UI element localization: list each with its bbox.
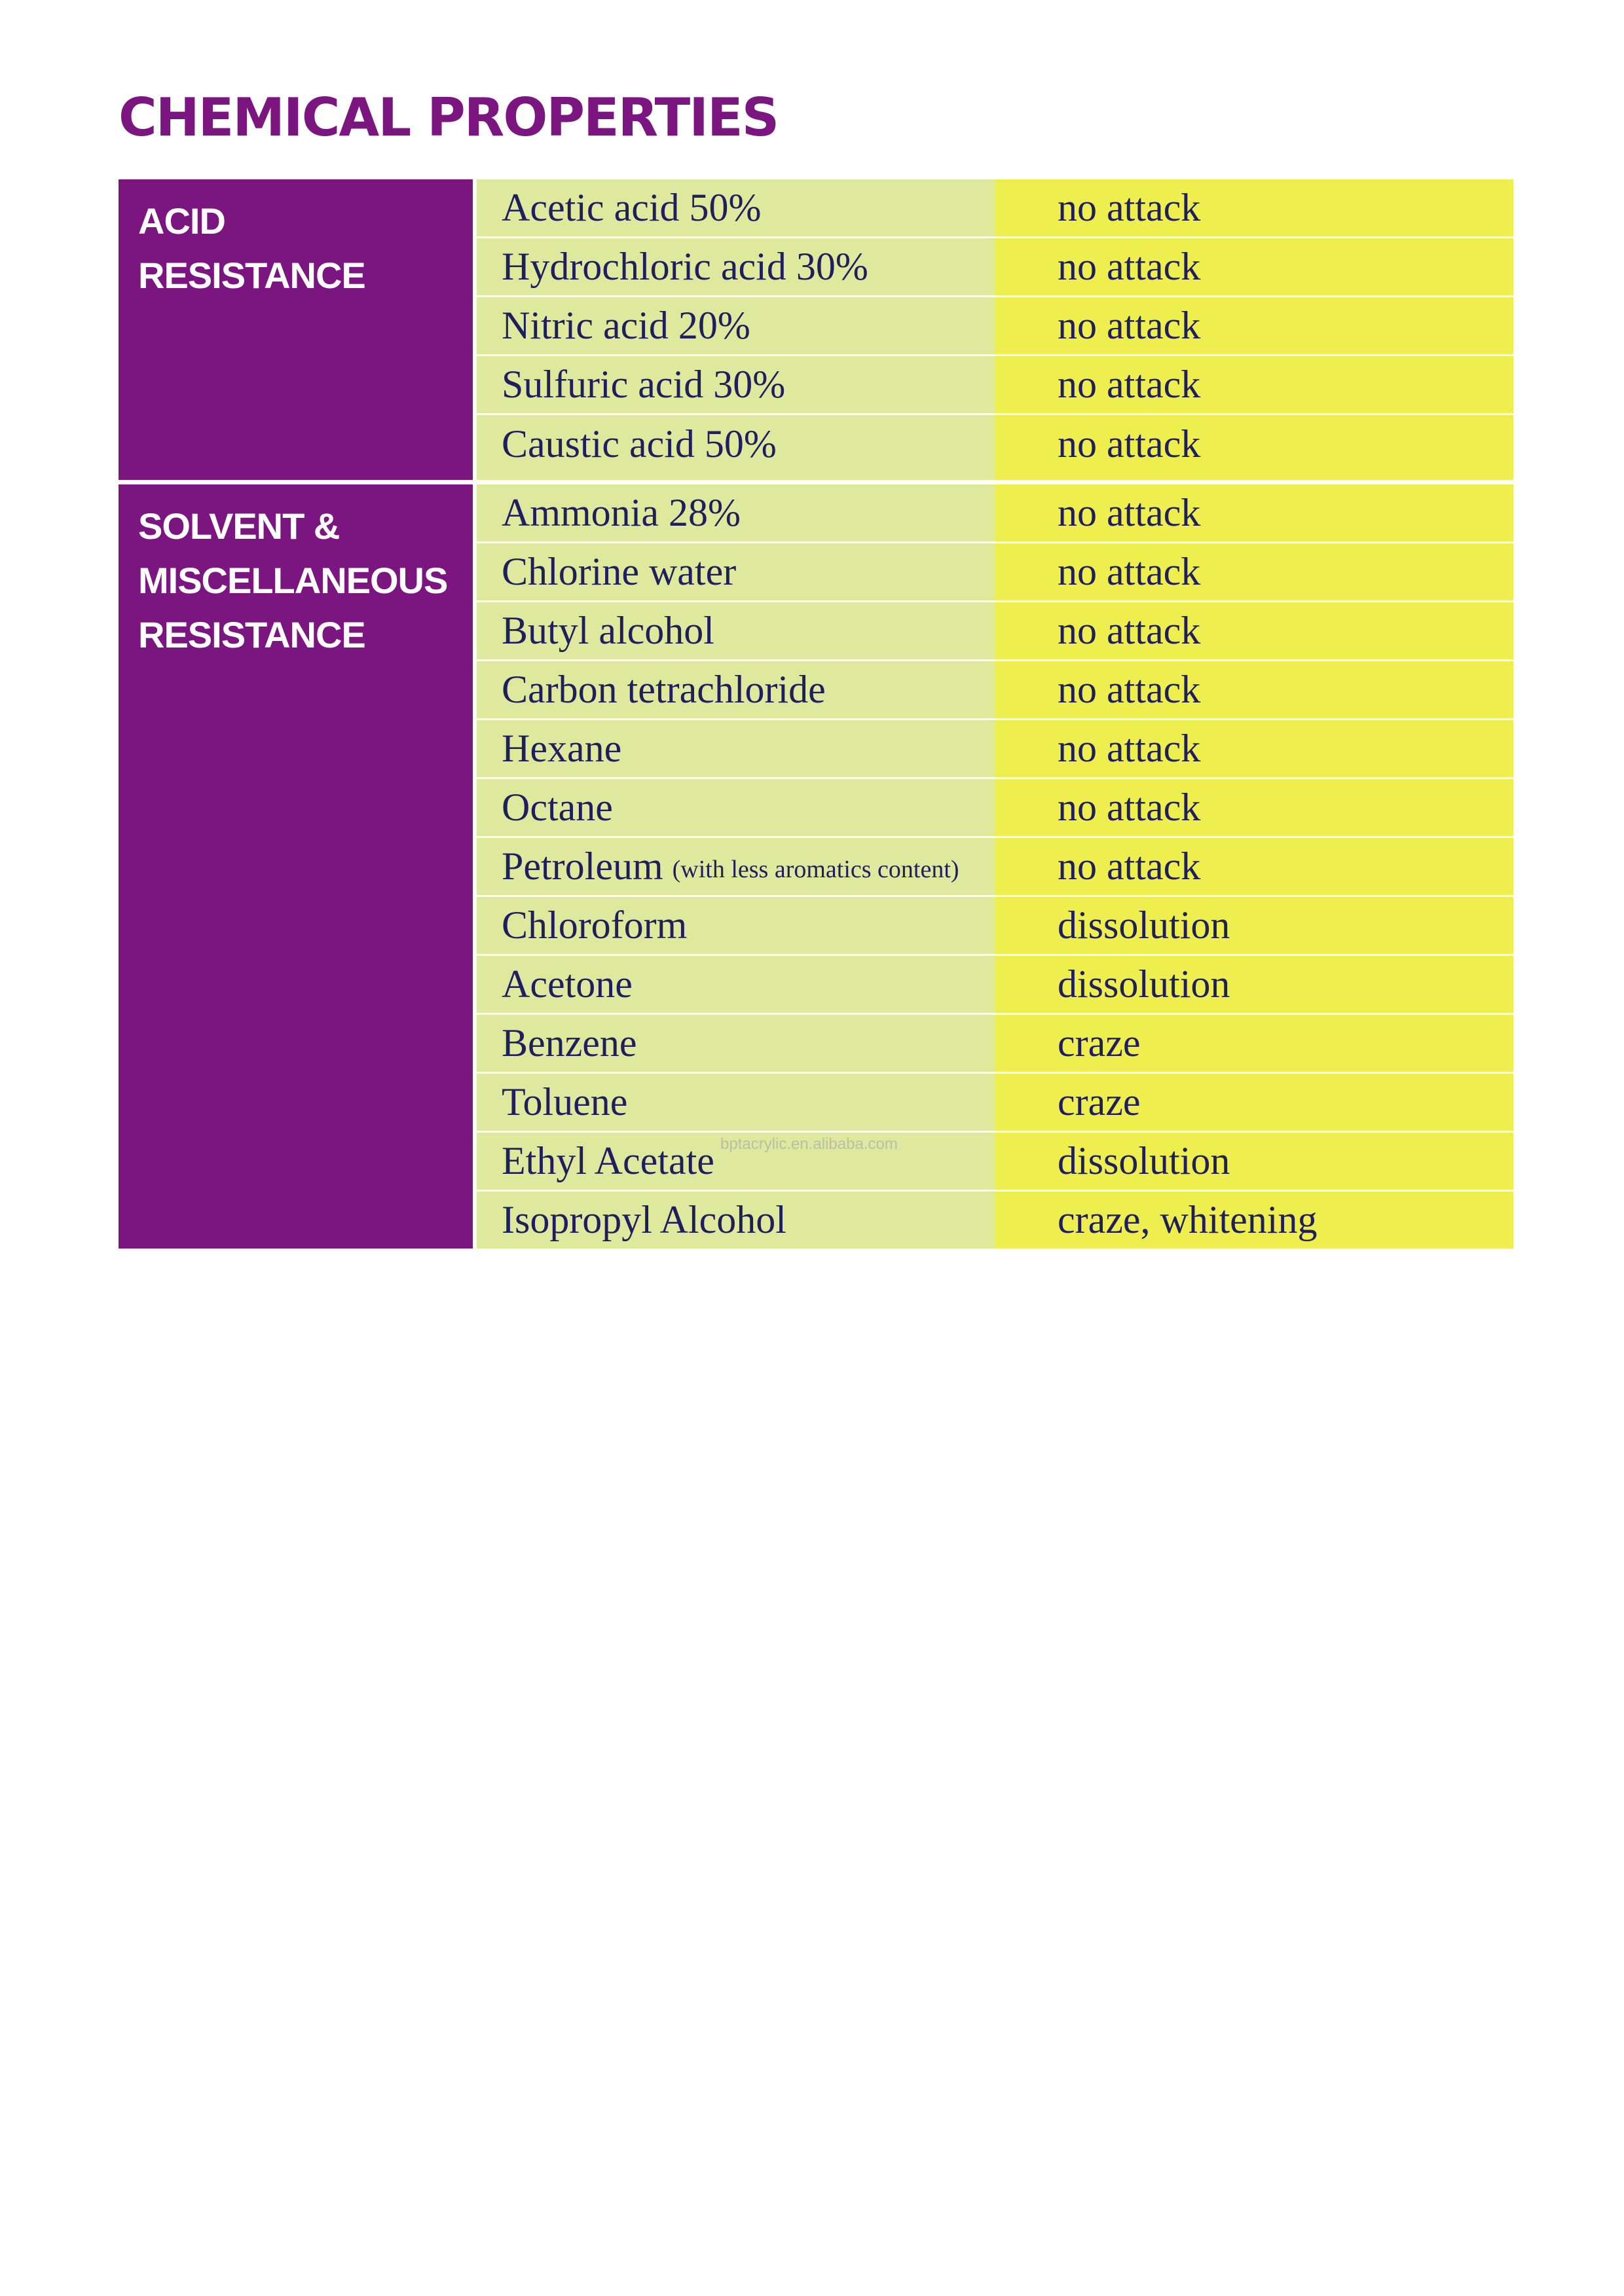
table-row	[477, 238, 1513, 297]
chemical-name: Caustic acid 50%	[477, 415, 995, 480]
acid-rows	[477, 179, 1513, 480]
table-row	[477, 543, 1513, 602]
resistance-result: no attack	[995, 543, 1513, 600]
chemical-name: Hydrochloric acid 30%	[477, 238, 995, 295]
table-row	[477, 1015, 1513, 1074]
resistance-result: dissolution	[995, 897, 1513, 954]
category-label-line: SOLVENT &	[138, 505, 340, 547]
table-row	[477, 1133, 1513, 1192]
category-label-line: ACID	[138, 200, 225, 242]
resistance-result: dissolution	[995, 1133, 1513, 1190]
chemical-name: Octane	[477, 779, 995, 836]
chemical-name: Carbon tetrachloride	[477, 661, 995, 718]
table-row	[477, 661, 1513, 720]
resistance-result: no attack	[995, 602, 1513, 659]
chemical-name: Butyl alcohol	[477, 602, 995, 659]
solvent-rows	[477, 484, 1513, 1248]
table-row	[477, 356, 1513, 415]
resistance-result: no attack	[995, 484, 1513, 541]
chemical-name: Acetic acid 50%	[477, 179, 995, 236]
chemical-name: Toluene	[477, 1074, 995, 1131]
resistance-result: craze, whitening	[995, 1192, 1513, 1248]
table-row	[477, 297, 1513, 356]
table-row	[477, 484, 1513, 543]
resistance-result: no attack	[995, 179, 1513, 236]
resistance-result: no attack	[995, 779, 1513, 836]
table-row	[477, 838, 1513, 897]
table-row	[477, 179, 1513, 238]
category-cell-acid	[119, 179, 473, 480]
page-title: CHEMICAL PROPERTIES	[119, 87, 779, 148]
chemical-name: Benzene	[477, 1015, 995, 1072]
table-row	[477, 415, 1513, 480]
resistance-result: no attack	[995, 720, 1513, 777]
category-label-line: RESISTANCE	[138, 614, 365, 655]
resistance-result: dissolution	[995, 956, 1513, 1013]
resistance-result: no attack	[995, 356, 1513, 413]
chemical-name: Acetone	[477, 956, 995, 1013]
resistance-result: no attack	[995, 415, 1513, 480]
chemical-name-cell	[477, 838, 995, 895]
chemical-name: Chloroform	[477, 897, 995, 954]
chemical-name: Hexane	[477, 720, 995, 777]
chemical-name: Petroleum	[502, 845, 663, 888]
table-row	[477, 897, 1513, 956]
table-row	[477, 720, 1513, 779]
solvent-resistance-section	[119, 484, 1513, 1248]
category-label-line: RESISTANCE	[138, 255, 365, 296]
chemical-name: Ethyl Acetate	[477, 1133, 995, 1190]
table-row	[477, 1192, 1513, 1248]
table-row	[477, 602, 1513, 661]
watermark-text: bptacrylic.en.alibaba.com	[720, 1135, 898, 1153]
resistance-result: craze	[995, 1015, 1513, 1072]
chemical-name: Ammonia 28%	[477, 484, 995, 541]
resistance-result: no attack	[995, 838, 1513, 895]
resistance-result: no attack	[995, 661, 1513, 718]
resistance-result: no attack	[995, 238, 1513, 295]
category-label-line: MISCELLANEOUS	[138, 560, 448, 601]
table-row	[477, 1074, 1513, 1133]
table-row	[477, 779, 1513, 838]
chemical-note: (with less aromatics content)	[672, 855, 959, 883]
chemical-name: Isopropyl Alcohol	[477, 1192, 995, 1248]
chemical-name: Chlorine water	[477, 543, 995, 600]
category-cell-solvent	[119, 484, 473, 1248]
acid-resistance-section	[119, 179, 1513, 480]
chemical-name: Sulfuric acid 30%	[477, 356, 995, 413]
chemical-name: Nitric acid 20%	[477, 297, 995, 354]
table-row	[477, 956, 1513, 1015]
resistance-result: craze	[995, 1074, 1513, 1131]
resistance-result: no attack	[995, 297, 1513, 354]
